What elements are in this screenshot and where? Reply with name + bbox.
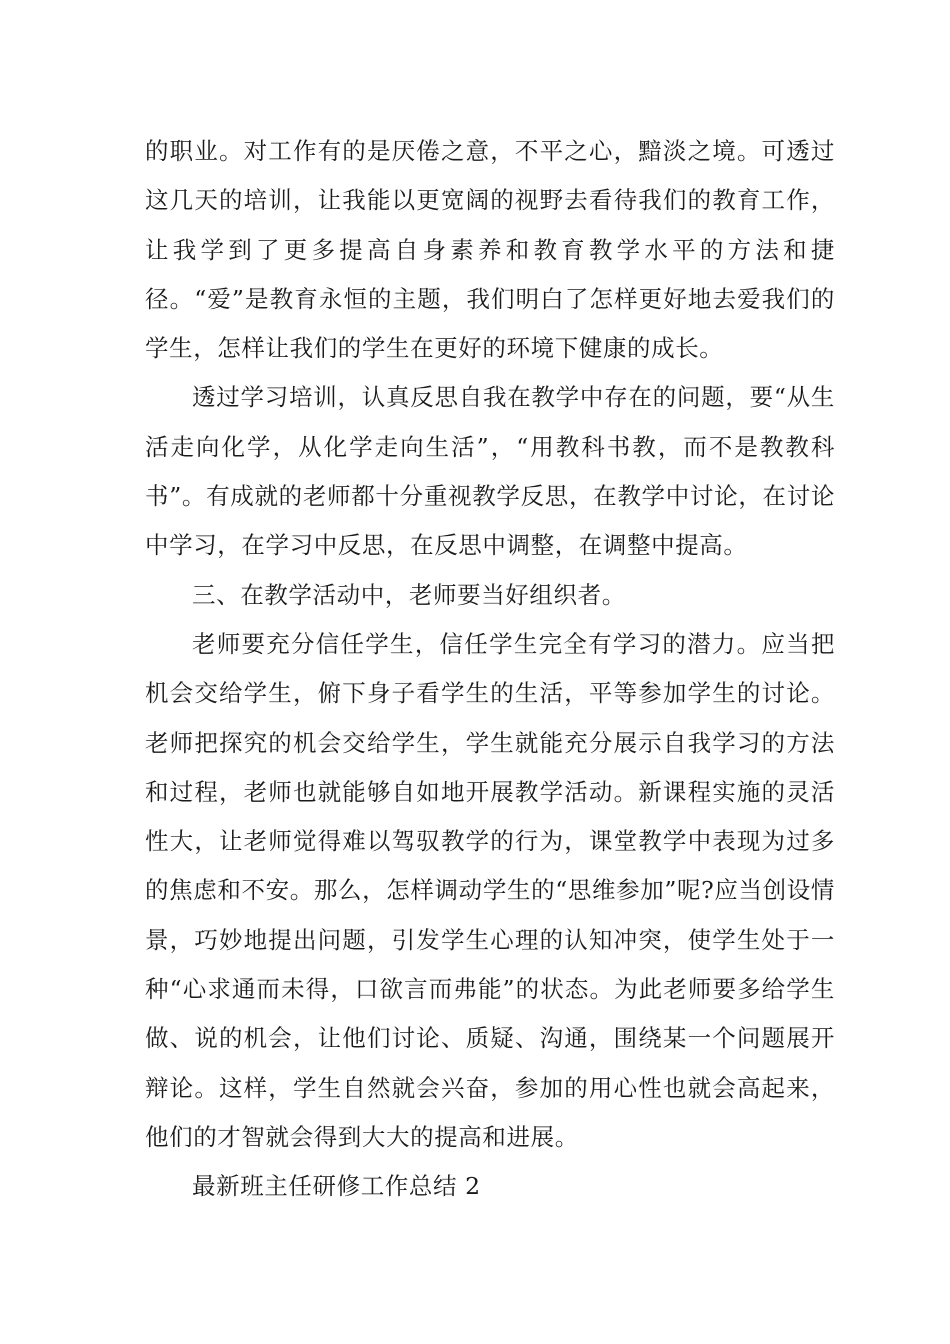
section-title-summary-2: 最新班主任研修工作总结 2: [192, 1172, 481, 1201]
section-heading-organizer: 三、在教学活动中，老师要当好组织者。: [192, 580, 626, 609]
paragraph-career-reflection: 的职业。对工作有的是厌倦之意，不平之心，黯淡之境。可透过这几天的培训，让我能以更宽阔的视野去看待我们的教育工作，让我学到了更多提高自身素养和教育教学水平的方法和捷径。“爱”是教育永恒的主题，我们明白了怎样更好地去爱我们的学生，怎样让我们的学生在更好的环境下健康的成长。: [145, 137, 835, 363]
paragraph-trust-students: 老师要充分信任学生，信任学生完全有学习的潜力。应当把机会交给学生，俯下身子看学生的生活，平等参加学生的讨论。老师把探究的机会交给学生，学生就能充分展示自我学习的方法和过程，老师也就能够自如地开展教学活动。新课程实施的灵活性大，让老师觉得难以驾驭教学的行为，课堂教学中表现为过多的焦虑和不安。那么，怎样调动学生的“思维参加”呢?应当创设情景，巧妙地提出问题，引发学生心理的认知冲突，使学生处于一种“心求通而未得，口欲言而弗能”的状态。为此老师要多给学生做、说的机会，让他们讨论、质疑、沟通，围绕某一个问题展开辩论。这样，学生自然就会兴奋，参加的用心性也就会高起来，他们的才智就会得到大大的提高和进展。: [145, 629, 835, 1151]
document-body: [145, 127, 835, 1212]
paragraph-teaching-reflection: 透过学习培训，认真反思自我在教学中存在的问题，要“从生活走向化学，从化学走向生活”，“用教科书教，而不是教教科书”。有成就的老师都十分重视教学反思，在教学中讨论，在讨论中学习，在学习中反思，在反思中调整，在调整中提高。: [145, 383, 835, 560]
